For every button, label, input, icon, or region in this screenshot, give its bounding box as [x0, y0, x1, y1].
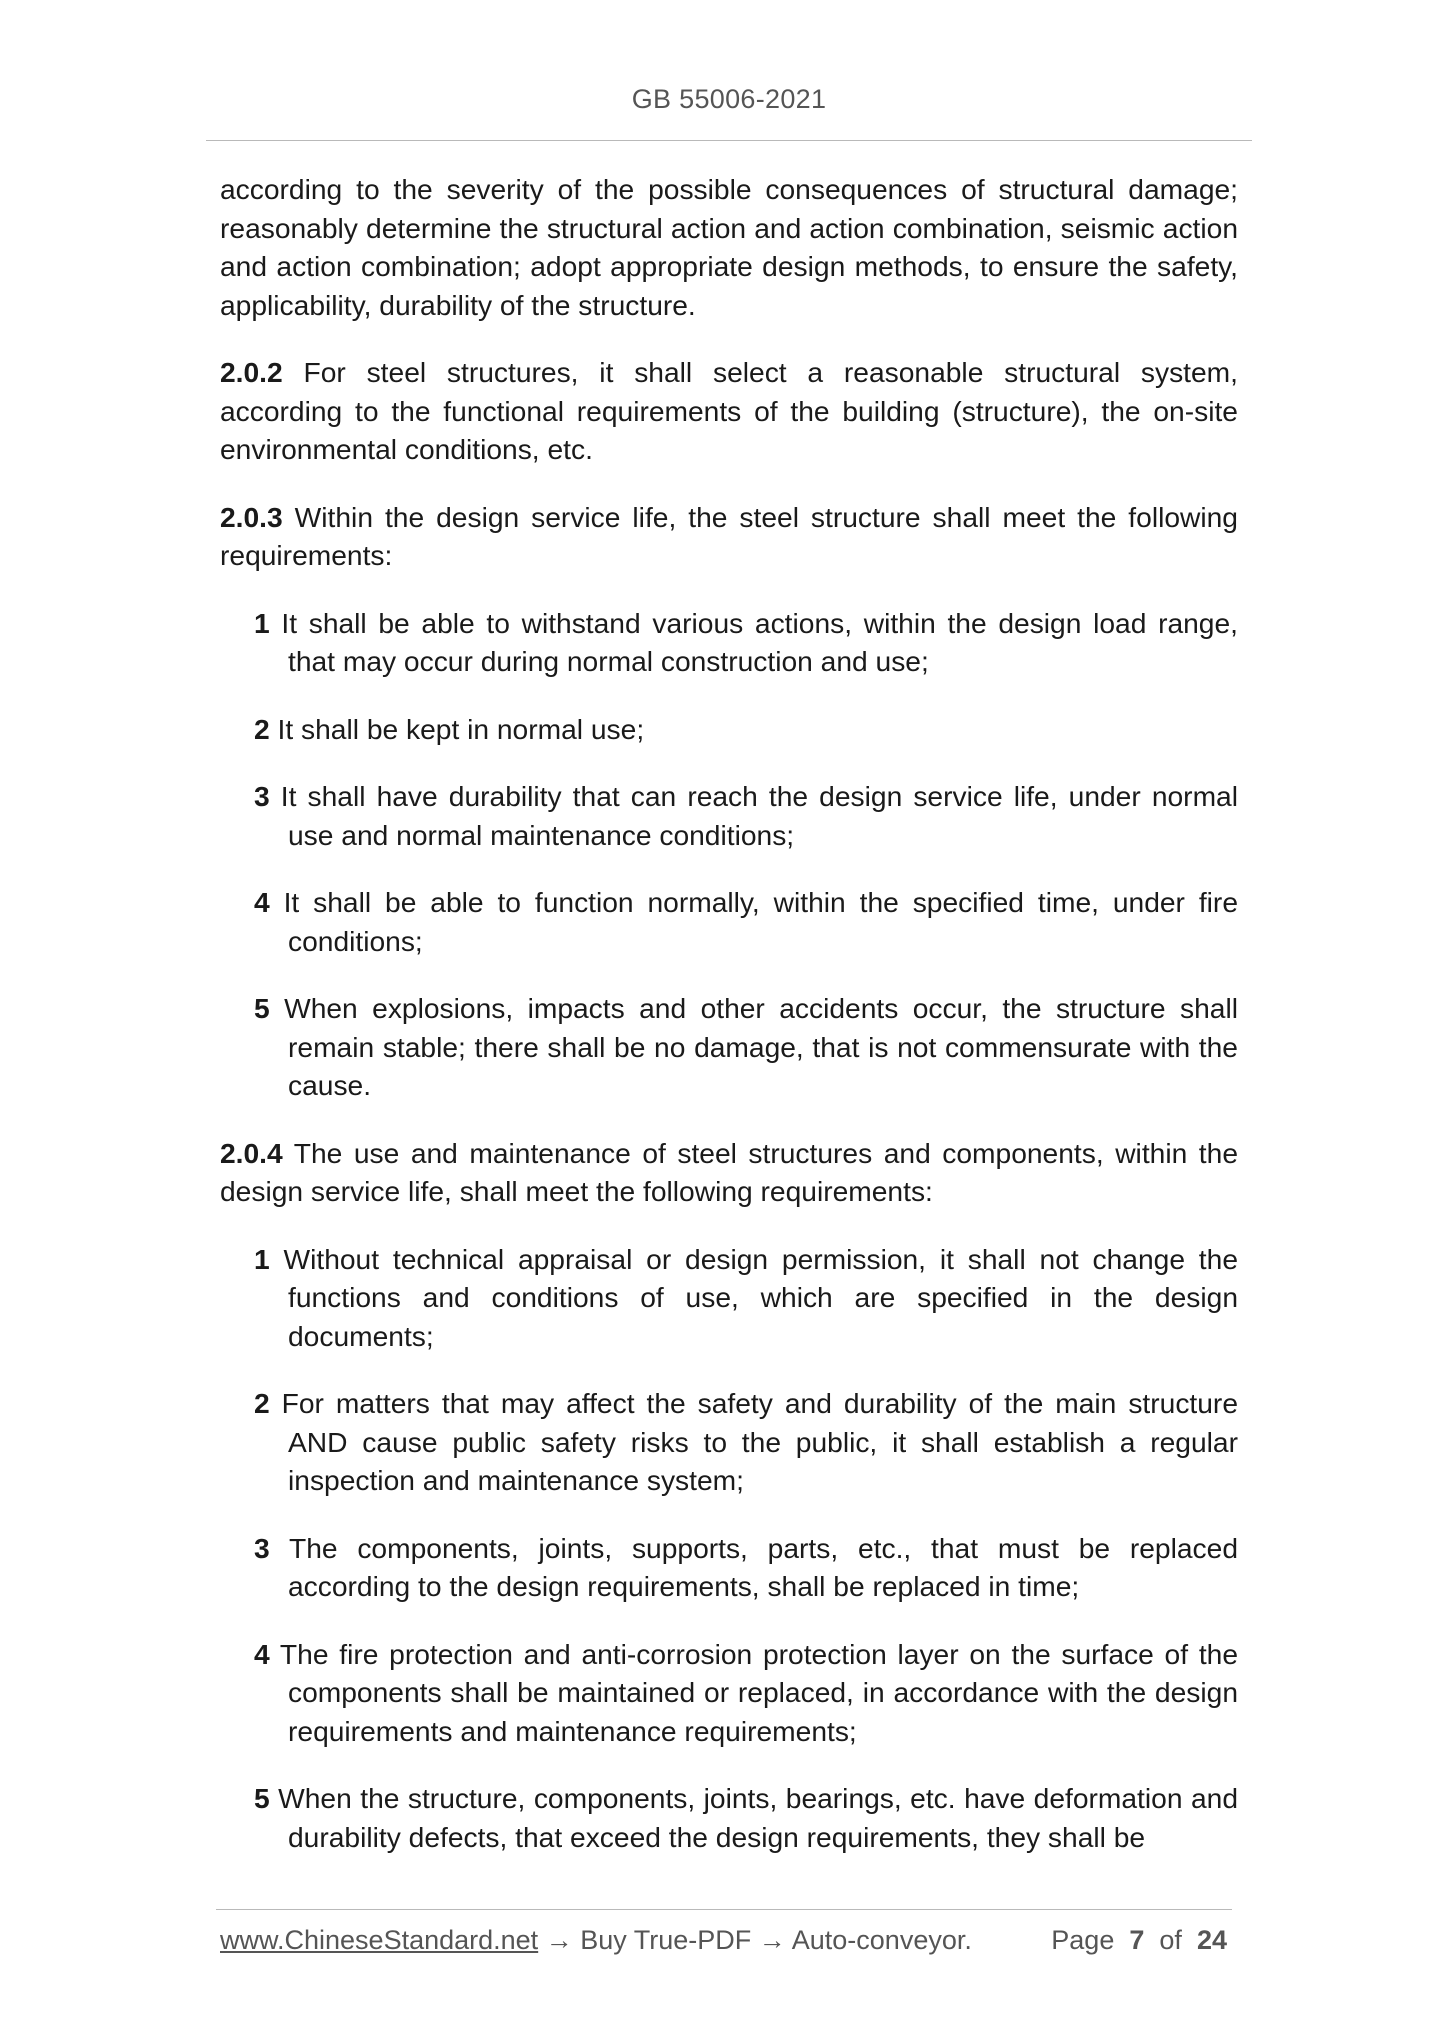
list-item	[254, 1384, 1238, 1500]
item-text: It shall be able to withstand various actions, within the design load range, that may occur during normal construction and use;	[269, 606, 1238, 677]
item-number: 1	[254, 606, 270, 639]
item-number: 2	[254, 1387, 270, 1419]
clause-number: 2.0.2	[220, 356, 283, 388]
list-item	[254, 1529, 1238, 1606]
list-item	[254, 989, 1238, 1105]
list-item	[254, 883, 1238, 960]
item-text: For matters that may affect the safety and durability of the main structure AND cause public safety risks to the public, it shall establish a regular inspection and maintenance system;	[269, 1387, 1238, 1496]
document-header-title: GB 55006-2021	[631, 84, 827, 114]
header-divider	[206, 140, 1252, 141]
item-text: It shall be kept in normal use;	[269, 712, 645, 745]
page-total: 24	[1196, 1925, 1227, 1955]
clause-number: 2.0.4	[220, 1136, 283, 1169]
item-text: It shall be able to function normally, within the specified time, under fire conditions;	[269, 886, 1238, 957]
list-item	[254, 1240, 1238, 1356]
item-text: Without technical appraisal or design permission, it shall not change the functions and conditions of use, which are specified in the design documents;	[269, 1242, 1238, 1352]
item-number: 4	[254, 1637, 270, 1670]
list-item	[254, 1635, 1238, 1751]
item-number: 1	[254, 1242, 270, 1275]
list-item	[254, 777, 1238, 854]
item-number: 2	[254, 712, 270, 745]
item-number: 5	[254, 992, 270, 1024]
item-text: When the structure, components, joints, bearings, etc. have deformation and durability defects, that exceed the design requirements, they shall be	[269, 1782, 1238, 1853]
clause-text: Within the design service life, the steel structure shall meet the following requirements:	[220, 500, 1238, 571]
page-label: Page	[1051, 1925, 1115, 1955]
clause-2-0-4	[220, 1134, 1238, 1211]
footer-trail: → Buy True-PDF → Auto-conveyor.	[538, 1925, 972, 1955]
list-item	[254, 604, 1238, 681]
footer-links	[220, 1925, 972, 1956]
clause-number: 2.0.3	[220, 500, 283, 533]
page-indicator	[1051, 1925, 1227, 1956]
intro-paragraph: according to the severity of the possible consequences of structural damage; reasonably determine the structural action and action combination, seismic action and action combination; adopt appropriate design methods, to ensure the safety, applicability, durability of the structure.	[220, 173, 1238, 321]
item-number: 4	[254, 886, 270, 918]
list-item	[254, 710, 1238, 749]
clause-2-0-2	[220, 353, 1238, 469]
clause-text: The use and maintenance of steel structures and components, within the design service life, shall meet the following requirements:	[220, 1136, 1238, 1207]
item-number: 5	[254, 1782, 270, 1814]
clause-text: For steel structures, it shall select a reasonable structural system, according to the functional requirements of the building (structure), the on-site environmental conditions, etc.	[220, 356, 1238, 465]
item-number: 3	[254, 1531, 270, 1564]
item-text: When explosions, impacts and other accidents occur, the structure shall remain stable; there shall be no damage, that is not commensurate with the cause.	[269, 992, 1238, 1101]
item-number: 3	[254, 780, 270, 812]
page-body	[220, 170, 1238, 1885]
clause-2-0-3	[220, 498, 1238, 575]
page-number: 7	[1129, 1925, 1145, 1955]
item-text: It shall have durability that can reach the design service life, under normal use and normal maintenance conditions;	[269, 780, 1238, 851]
item-text: The components, joints, supports, parts, etc., that must be replaced according to the design requirements, shall be replaced in time;	[269, 1531, 1238, 1602]
website-link[interactable]: www.ChineseStandard.net	[220, 1925, 539, 1955]
footer-divider	[216, 1909, 1232, 1910]
list-item	[254, 1779, 1238, 1856]
item-text: The fire protection and anti-corrosion protection layer on the surface of the components shall be maintained or replaced, in accordance with the design requirements and maintenance requirements;	[269, 1637, 1238, 1747]
of-label: of	[1159, 1925, 1182, 1955]
